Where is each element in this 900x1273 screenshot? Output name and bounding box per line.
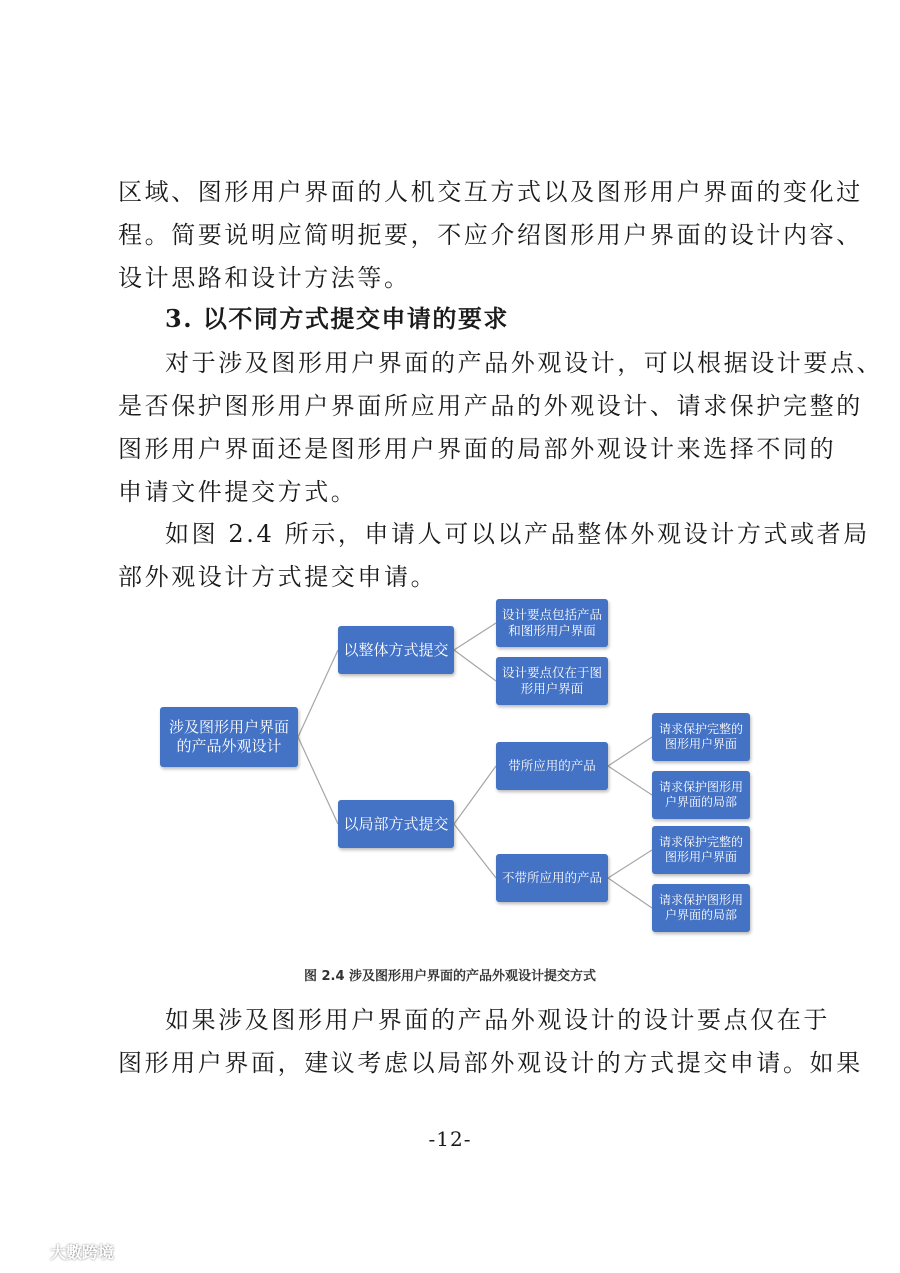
node-label: 图形用户界面 xyxy=(664,850,737,864)
diagram-leaf-node xyxy=(652,826,750,874)
connector-line xyxy=(454,623,496,650)
diagram-node-whole-child xyxy=(496,599,608,647)
body-line: 区域、图形用户界面的人机交互方式以及图形用户界面的变化过 xyxy=(118,178,863,206)
node-label: 户界面的局部 xyxy=(664,795,737,809)
node-label: 请求保护完整的 xyxy=(658,722,743,736)
body-line: 对于涉及图形用户界面的产品外观设计，可以根据设计要点、 xyxy=(165,349,884,377)
node-label: 请求保护图形用 xyxy=(658,780,743,794)
body-line: 是否保护图形用户界面所应用产品的外观设计、请求保护完整的 xyxy=(118,392,863,420)
node-label: 请求保护图形用 xyxy=(658,893,743,907)
body-line: 图形用户界面还是图形用户界面的局部外观设计来选择不同的 xyxy=(118,435,837,463)
body-line: 设计思路和设计方法等。 xyxy=(118,264,411,292)
connector-line xyxy=(608,737,652,766)
node-label: 形用户界面 xyxy=(520,681,584,696)
connector-line xyxy=(608,878,652,908)
diagram-node-partial xyxy=(338,800,454,848)
diagram-root-node xyxy=(160,707,298,767)
diagram-node-whole-child xyxy=(496,657,608,705)
node-label: 和图形用户界面 xyxy=(508,623,596,638)
connector-line xyxy=(454,766,496,824)
diagram-node-with-product xyxy=(496,742,608,790)
diagram-leaf-node xyxy=(652,713,750,761)
connector-line xyxy=(454,824,496,878)
node-label: 以局部方式提交 xyxy=(343,814,449,833)
node-label: 设计要点仅在于图 xyxy=(501,665,602,681)
body-line: 申请文件提交方式。 xyxy=(118,478,358,506)
connector-line xyxy=(608,766,652,795)
watermark xyxy=(8,1240,114,1263)
body-line: 如果涉及图形用户界面的产品外观设计的设计要点仅在于 xyxy=(165,1006,830,1034)
page-number: -12- xyxy=(428,1127,472,1151)
node-label: 设计要点包括产品 xyxy=(501,607,602,623)
node-label: 的产品外观设计 xyxy=(176,737,282,755)
section-heading: 3. 以不同方式提交申请的要求 xyxy=(165,304,509,333)
body-line: 部外观设计方式提交申请。 xyxy=(118,563,438,591)
body-line: 程。简要说明应简明扼要，不应介绍图形用户界面的设计内容、 xyxy=(118,221,863,249)
diagram-node-whole xyxy=(338,626,454,674)
connector-line xyxy=(608,850,652,878)
watermark-logo-icon xyxy=(8,1241,44,1263)
connector-line xyxy=(298,650,338,737)
node-label: 图形用户界面 xyxy=(664,737,737,751)
diagram-node-without-product xyxy=(496,854,608,902)
node-label: 涉及图形用户界面 xyxy=(168,718,289,737)
connector-line xyxy=(298,737,338,824)
connector-line xyxy=(454,650,496,681)
node-label: 户界面的局部 xyxy=(664,908,737,922)
diagram-leaf-node xyxy=(652,771,750,819)
figure-caption: 图 2.4 涉及图形用户界面的产品外观设计提交方式 xyxy=(303,969,597,984)
body-line: 图形用户界面，建议考虑以局部外观设计的方式提交申请。如果 xyxy=(118,1049,863,1077)
submission-tree-diagram xyxy=(150,590,770,940)
node-label: 请求保护完整的 xyxy=(658,835,743,849)
diagram-leaf-node xyxy=(652,884,750,932)
node-label: 不带所应用的产品 xyxy=(501,870,602,886)
body-line: 如图 2.4 所示，申请人可以以产品整体外观设计方式或者局 xyxy=(165,520,870,548)
watermark-text: 大數跨境 xyxy=(50,1243,115,1262)
node-label: 带所应用的产品 xyxy=(508,758,596,774)
node-label: 以整体方式提交 xyxy=(343,640,449,659)
